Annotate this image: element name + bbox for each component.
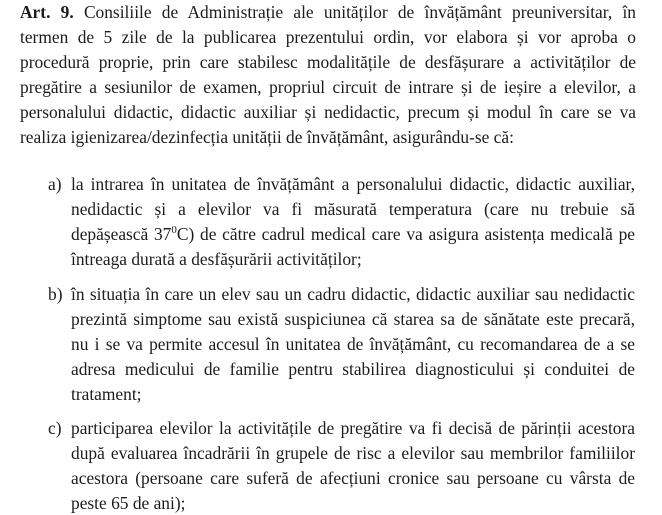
article-line-1 (20, 0, 636, 24)
article-line-4: pregătire a sesiunilor de examen, propriul circuit de intrare și de ieșire a elevilor, a (20, 77, 636, 97)
list-item-line: peste 65 de ani); (71, 493, 186, 513)
list-item-line: participarea elevilor la activitățile de pregătire va fi decisă de părinții acestora (71, 418, 635, 438)
list-item-line: la intrarea în unitatea de învățământ a personalului didactic, didactic auxiliar, (71, 174, 635, 194)
list-item-label: a) (48, 174, 62, 194)
article-label: Art. 9. (20, 2, 74, 22)
list-item-line: acestora (persoane care suferă de afecțiuni cronice sau persoane cu vârsta de (71, 468, 635, 488)
list-item-line: nu i se va permite accesul în unitatea de învățământ, cu recomandarea de a se (71, 334, 635, 354)
article-text: Consiliile de Administrație ale unităților de învățământ preuniversitar, în (83, 2, 636, 22)
list-item-line: tratament; (71, 384, 142, 404)
article-line-5: personalului didactic, didactic auxiliar și nedidactic, precum și modul în care se va (20, 102, 636, 122)
list-item-line (71, 222, 635, 246)
list-item-line: în situația în care un elev sau un cadru didactic, didactic auxiliar sau nedidactic (71, 284, 635, 304)
list-item-line: adresa medicului de familie pentru stabilirea diagnosticului și conduitei de (71, 359, 635, 379)
temperature-text-cont: C) de către cadrul medical care va asigura asistența medicală pe (176, 224, 635, 244)
article-line-6: realiza igienizarea/dezinfecția unității de învățământ, asigurându-se că: (20, 127, 514, 147)
list-item-line: nedidactic și a elevilor va fi măsurată temperatura (care nu trebuie să (71, 199, 635, 219)
temperature-text: depășească 37 (71, 224, 172, 244)
list-item-line: prezintă simptome sau există suspiciunea că starea sa de sănătate este precară, (71, 309, 635, 329)
list-item-line: după evaluarea încadrării în grupele de risc a elevilor sau membrilor familiilor (71, 443, 635, 463)
list-item-label: b) (48, 284, 63, 304)
list-item-label: c) (48, 418, 62, 438)
article-line-2: termen de 5 zile de la publicarea prezentului ordin, vor elabora și vor aproba o (20, 27, 636, 47)
list-item-line: întreaga durată a desfășurării activităților; (71, 249, 362, 269)
article-line-3: procedură proprie, prin care stabilesc modalitățile de desfășurare a activităților de (20, 52, 636, 72)
degree-superscript: 0 (171, 224, 177, 237)
